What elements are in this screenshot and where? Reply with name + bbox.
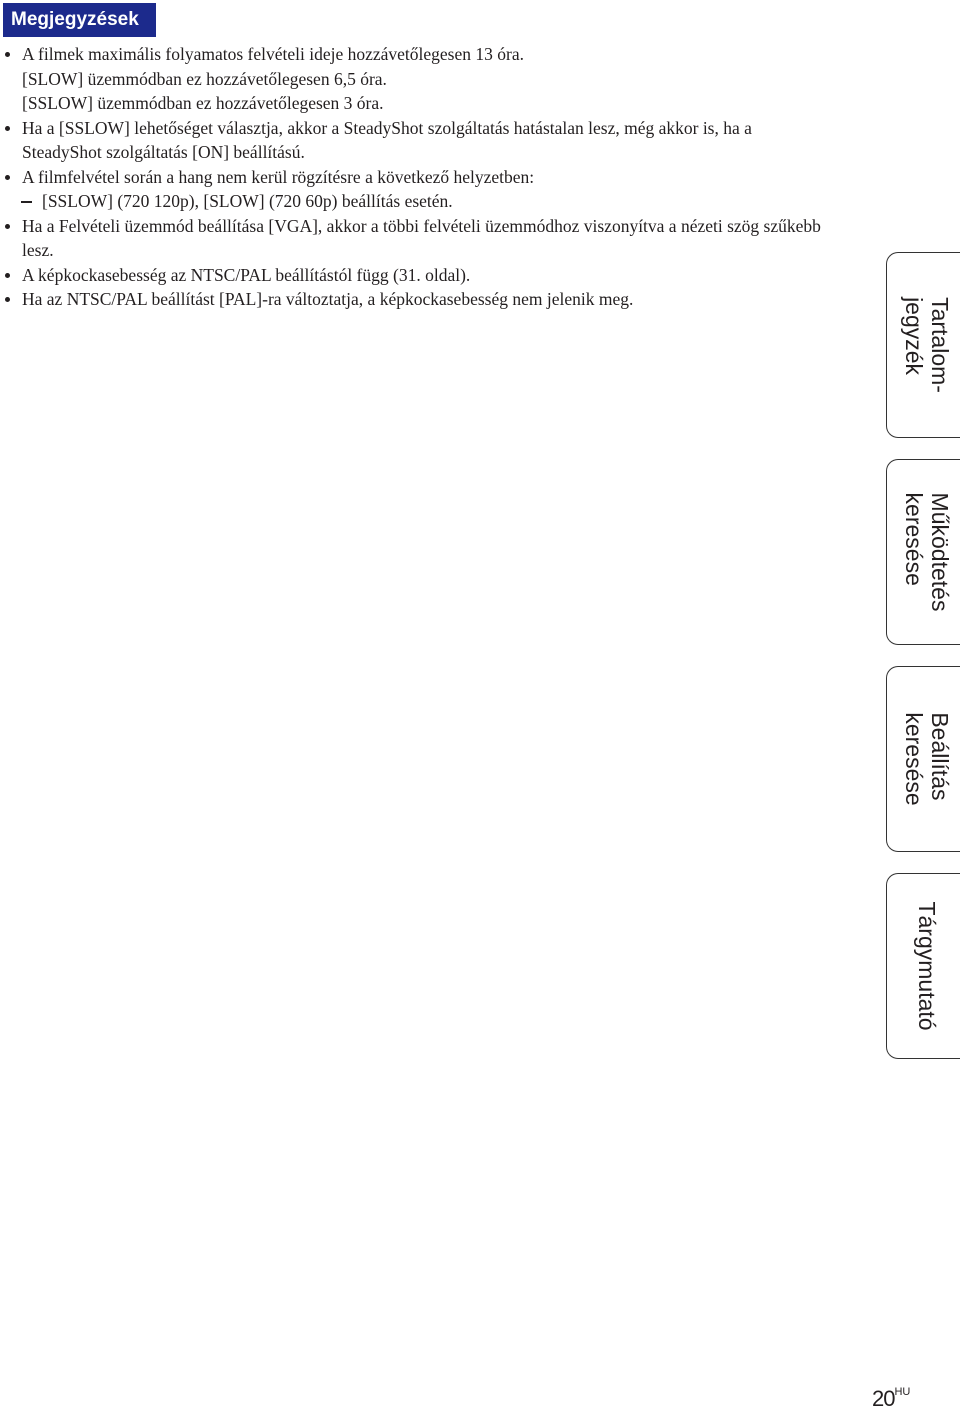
tab-settings-search-label: Beállítás keresése <box>900 712 953 806</box>
note-text: [SSLOW] (720 120p), [SLOW] (720 60p) beállítás esetén. <box>42 191 453 211</box>
list-item <box>0 214 830 263</box>
notes-list <box>0 42 830 312</box>
list-item <box>0 116 830 165</box>
note-text: A képkockasebesség az NTSC/PAL beállítástól függ (31. oldal). <box>22 264 471 285</box>
note-text: A filmek maximális folyamatos felvételi ideje hozzávetőlegesen 13 óra. <box>22 44 524 64</box>
note-text: Ha a [SSLOW] lehetőséget választja, akkor a SteadyShot szolgáltatás hatástalan lesz, még akkor is, ha a SteadyShot szolgáltatás [ON] beállítású. <box>22 117 752 162</box>
tab-index[interactable] <box>886 873 960 1059</box>
note-text: [SSLOW] üzemmódban ez hozzávetőlegesen 3 óra. <box>22 93 384 113</box>
tab-settings-search[interactable] <box>886 666 960 852</box>
bullet-icon <box>5 52 10 57</box>
note-text: Ha az NTSC/PAL beállítást [PAL]-ra változtatja, a képkockasebesség nem jelenik meg. <box>22 289 634 309</box>
page-lang: HU <box>894 1385 911 1398</box>
list-item <box>0 287 830 312</box>
tab-contents-label: Tartalom- jegyzék <box>900 297 953 393</box>
tab-operation-search[interactable] <box>886 459 960 645</box>
tab-index-label: Tárgymutató <box>913 901 940 1031</box>
sub-list-item <box>0 189 830 214</box>
bullet-icon <box>5 126 10 131</box>
dash-icon <box>21 201 32 203</box>
list-item <box>0 165 830 190</box>
section-heading: Megjegyzések <box>3 3 156 37</box>
bullet-icon <box>5 297 10 302</box>
note-text: [SLOW] üzemmódban ez hozzávetőlegesen 6,5 óra. <box>22 68 387 89</box>
page-number <box>872 1386 910 1412</box>
tab-contents[interactable] <box>886 252 960 438</box>
note-text: Ha a Felvételi üzemmód beállítása [VGA], akkor a többi felvételi üzemmódhoz viszonyítva a nézeti szög szűkebb lesz. <box>22 215 821 260</box>
list-item <box>0 263 830 288</box>
bullet-icon <box>5 175 10 180</box>
bullet-icon <box>5 273 10 278</box>
list-item <box>0 42 830 116</box>
tab-operation-search-label: Működtetés keresése <box>900 492 953 612</box>
page-number-value: 20 <box>872 1386 895 1411</box>
bullet-icon <box>5 224 10 229</box>
note-text: A filmfelvétel során a hang nem kerül rögzítésre a következő helyzetben: <box>22 166 535 187</box>
